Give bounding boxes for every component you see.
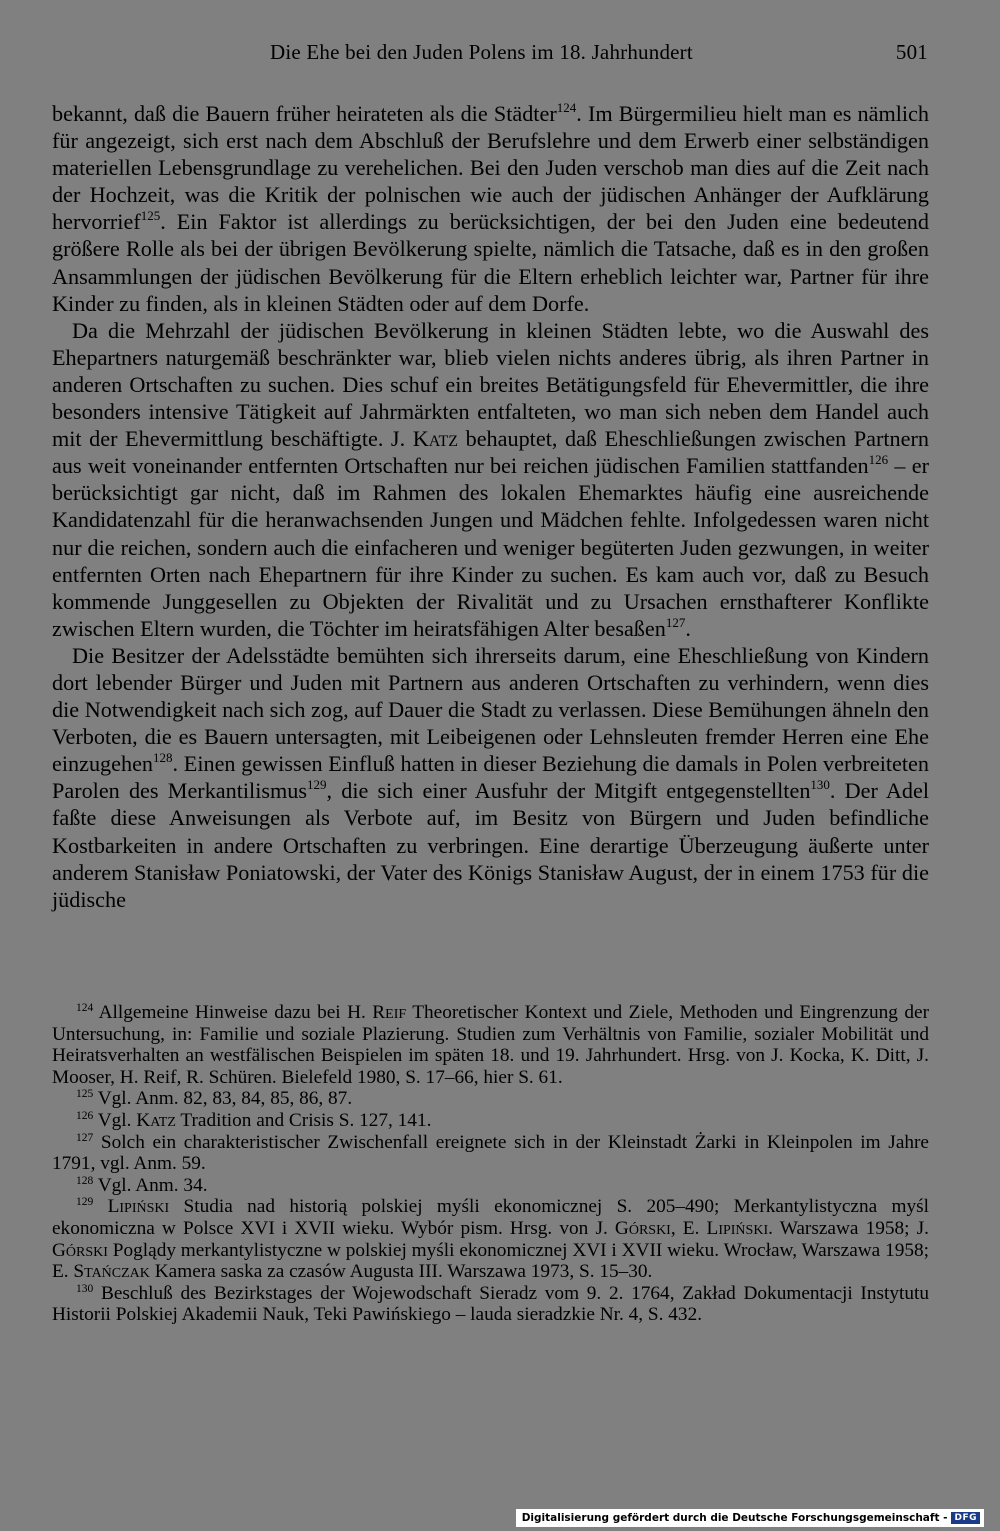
paragraph-1	[52, 100, 929, 317]
footnote-125	[52, 1088, 929, 1110]
footnote-124	[52, 1002, 929, 1088]
author-name: Stańczak	[73, 1261, 150, 1283]
footnote-text: . Warszawa 1958; J.	[768, 1217, 929, 1239]
footnote-ref-124[interactable]: 124	[556, 100, 577, 115]
author-name: Górski	[52, 1239, 108, 1261]
footnote-number: 130	[76, 1282, 94, 1295]
author-name: Katz	[412, 426, 459, 452]
footnotes	[52, 1002, 929, 1326]
footnote-126	[52, 1110, 929, 1132]
footnote-text: Vgl. Anm. 34.	[93, 1174, 208, 1196]
text-run: . Ein Faktor ist allerdings zu berücksichtigen, der bei den Juden eine bedeutend größere Rolle als bei der übrigen Bevölkerung spielte, nämlich die Tatsache, daß es in den großen Ansammlungen der jüdischen Bevölkerung für die Eltern erheblich leichter war, Partner für ihre Kinder zu finden, als in kleinen Städten oder auf dem Dorfe.	[52, 209, 929, 316]
footnote-ref-125[interactable]: 125	[140, 208, 161, 224]
footnote-text: , E.	[670, 1217, 707, 1239]
footnote-ref-126[interactable]: 126	[868, 452, 889, 468]
text-run: .	[685, 615, 691, 641]
text-run: behauptet, daß Eheschließungen zwischen Partnern aus weit voneinander entfernten Ortschaften nur bei reichen jüdischen Familien stattfanden	[52, 426, 929, 479]
text-run: . Im Bürgermilieu hielt man es nämlich für angezeigt, sich erst nach dem Abschluß der Berufslehre und dem Erwerb einer selbständigen materiellen Lebensgrundlage zu verehelichen. Bei den Juden verschob man dies auf die Zeit nach der Hochzeit, was die Kritik der polnischen wie auch der jüdischen Anhänger der Aufklärung hervorrief	[52, 101, 929, 235]
footnote-127	[52, 1132, 929, 1175]
footnote-129	[52, 1196, 929, 1282]
text-run: , die sich einer Ausfuhr der Mitgift entgegenstellten	[326, 778, 811, 804]
footnote-ref-127[interactable]: 127	[665, 614, 686, 630]
digitization-credit	[516, 1509, 984, 1527]
footnote-text: Vgl. Anm. 82, 83, 84, 85, 86, 87.	[93, 1088, 353, 1110]
paragraph-3	[52, 642, 929, 913]
footnote-128	[52, 1175, 929, 1197]
footnote-text: Theoretischer Kontext und Ziele, Methoden und Eingrenzung der Untersuchung, in: Familie und soziale Plazierung. Studien zum Verhältnis von Familie, sozialer Mobilität und Heiratsverhalten an westfälischen Beispielen im späten 18. und 19. Jahrhundert. Hrsg. von J. Kocka, K. Ditt, J. Mooser, H. Reif, R. Schüren. Bielefeld 1980, S. 17–66, hier S. 61.	[52, 1002, 929, 1088]
running-title: Die Ehe bei den Juden Polens im 18. Jahrhundert	[270, 40, 693, 64]
footnote-text: Kamera saska za czasów Augusta III. Warszawa 1973, S. 15–30.	[149, 1261, 653, 1283]
page-header	[52, 38, 928, 68]
text-run: Da die Mehrzahl der jüdischen Bevölkerung in kleinen Städten lebte, wo die Auswahl des Ehepartners naturgemäß beschränkter war, blieb vielen nichts anderes übrig, als ihren Partner in anderen Ortschaften zu suchen. Dies schuf ein breites Betätigungsfeld für Ehevermittler, die ihre besonders intensive Tätigkeit auf Jahrmärkten entfalteten, wo man sich neben dem Handel auch mit der Ehevermittlung beschäftigte. J.	[52, 317, 929, 452]
author-name: Katz	[136, 1109, 176, 1131]
dfg-logo-icon: DFG	[951, 1512, 980, 1524]
footnote-number: 129	[76, 1196, 94, 1209]
footnote-text: Tradition and Crisis S. 127, 141.	[175, 1109, 432, 1131]
footnote-text	[93, 1196, 107, 1217]
text-run: . Einen gewissen Einfluß hatten in dieser Beziehung die damals in Polen verbreiteten Parolen des Merkantilismus	[52, 751, 929, 804]
text-run: Die Besitzer der Adelsstädte bemühten sich ihrerseits darum, eine Eheschließung von Kindern dort lebender Bürger und Juden mit Partnern aus anderen Ortschaften zu verhindern, wenn dies die Notwendigkeit nach sich zog, auf Dauer die Stadt zu verlassen. Diese Bemühungen ähneln den Verboten, die es Bauern untersagten, mit Leibeigenen oder Lehnsleuten fremder Herren eine Ehe einzugehen	[52, 642, 929, 777]
author-name: Lipiński	[706, 1217, 769, 1239]
footnote-number: 128	[76, 1174, 94, 1187]
footnote-text: Allgemeine Hinweise dazu bei H.	[93, 1002, 373, 1023]
footnote-ref-129[interactable]: 129	[307, 777, 327, 793]
footnote-text: Beschluß des Bezirkstages der Wojewodschaft Sieradz vom 9. 2. 1764, Zakład Dokumentacji Instytutu Historii Polskiej Akademii Nauk, Teki Pawińskiego – lauda sieradzkie Nr. 4, S. 432.	[52, 1282, 929, 1326]
author-name: Lipiński	[107, 1196, 170, 1218]
footnote-text: Solch ein charakteristischer Zwischenfall ereignete sich in der Kleinstadt Żarki in Kleinpolen im Jahre 1791, vgl. Anm. 59.	[52, 1131, 929, 1175]
footnote-number: 124	[76, 1002, 94, 1014]
footnote-ref-130[interactable]: 130	[810, 777, 830, 793]
main-text	[52, 100, 929, 913]
text-run: – er berücksichtigt gar nicht, daß im Rahmen des lokalen Ehemarktes häufig eine ausreichende Kandidatenzahl für die heranwachsenden Jungen und Mädchen fehlte. Infolgedessen waren nicht nur die reichen, sondern auch die einfacheren und weniger begüterten Juden gezwungen, in weiter entfernten Orten nach Ehepartnern für ihre Kinder zu suchen. Es kam auch vor, daß zu Besuch kommende Junggesellen zu Objekten der Rivalität und zu Ursachen ernsthafterer Konflikte zwischen Eltern wurden, die Töchter im heiratsfähigen Alter besaßen	[52, 453, 929, 641]
paragraph-2	[52, 317, 929, 642]
footnote-text: Vgl.	[93, 1109, 137, 1131]
footnote-text: Poglądy merkantylistyczne w polskiej myśli ekonomicznej XVI i XVII wieku. Wrocław, Warszawa 1958; E.	[52, 1239, 929, 1283]
footnote-number: 125	[76, 1088, 94, 1101]
footnote-130	[52, 1283, 929, 1326]
footnote-ref-128[interactable]: 128	[153, 750, 173, 766]
footnote-number: 127	[76, 1131, 94, 1144]
text-run: bekannt, daß die Bauern früher heirateten als die Städter	[52, 101, 557, 126]
text-run: . Der Adel faßte diese Anweisungen als Verbote auf, im Besitz von Bürgern und Juden befindliche Kostbarkeiten in andere Ortschaften zu verbringen. Eine derartige Überzeugung äußerte unter anderem Stanisław Poniatowski, der Vater des Königs Stanisław August, der in einem 1753 für die jüdische	[52, 778, 930, 912]
credit-text: Digitalisierung gefördert durch die Deutsche Forschungsgemeinschaft -	[521, 1512, 948, 1524]
author-name: Reif	[372, 1002, 407, 1023]
footnote-number: 126	[76, 1109, 94, 1122]
author-name: Górski	[614, 1217, 671, 1239]
footnote-text: Studia nad historią polskiej myśli ekonomicznej S. 205–490; Merkantylistyczna myśl ekonomiczna w Polsce XVI i XVII wieku. Wybór pism. Hrsg. von J.	[52, 1196, 929, 1239]
page-number: 501	[895, 40, 928, 64]
